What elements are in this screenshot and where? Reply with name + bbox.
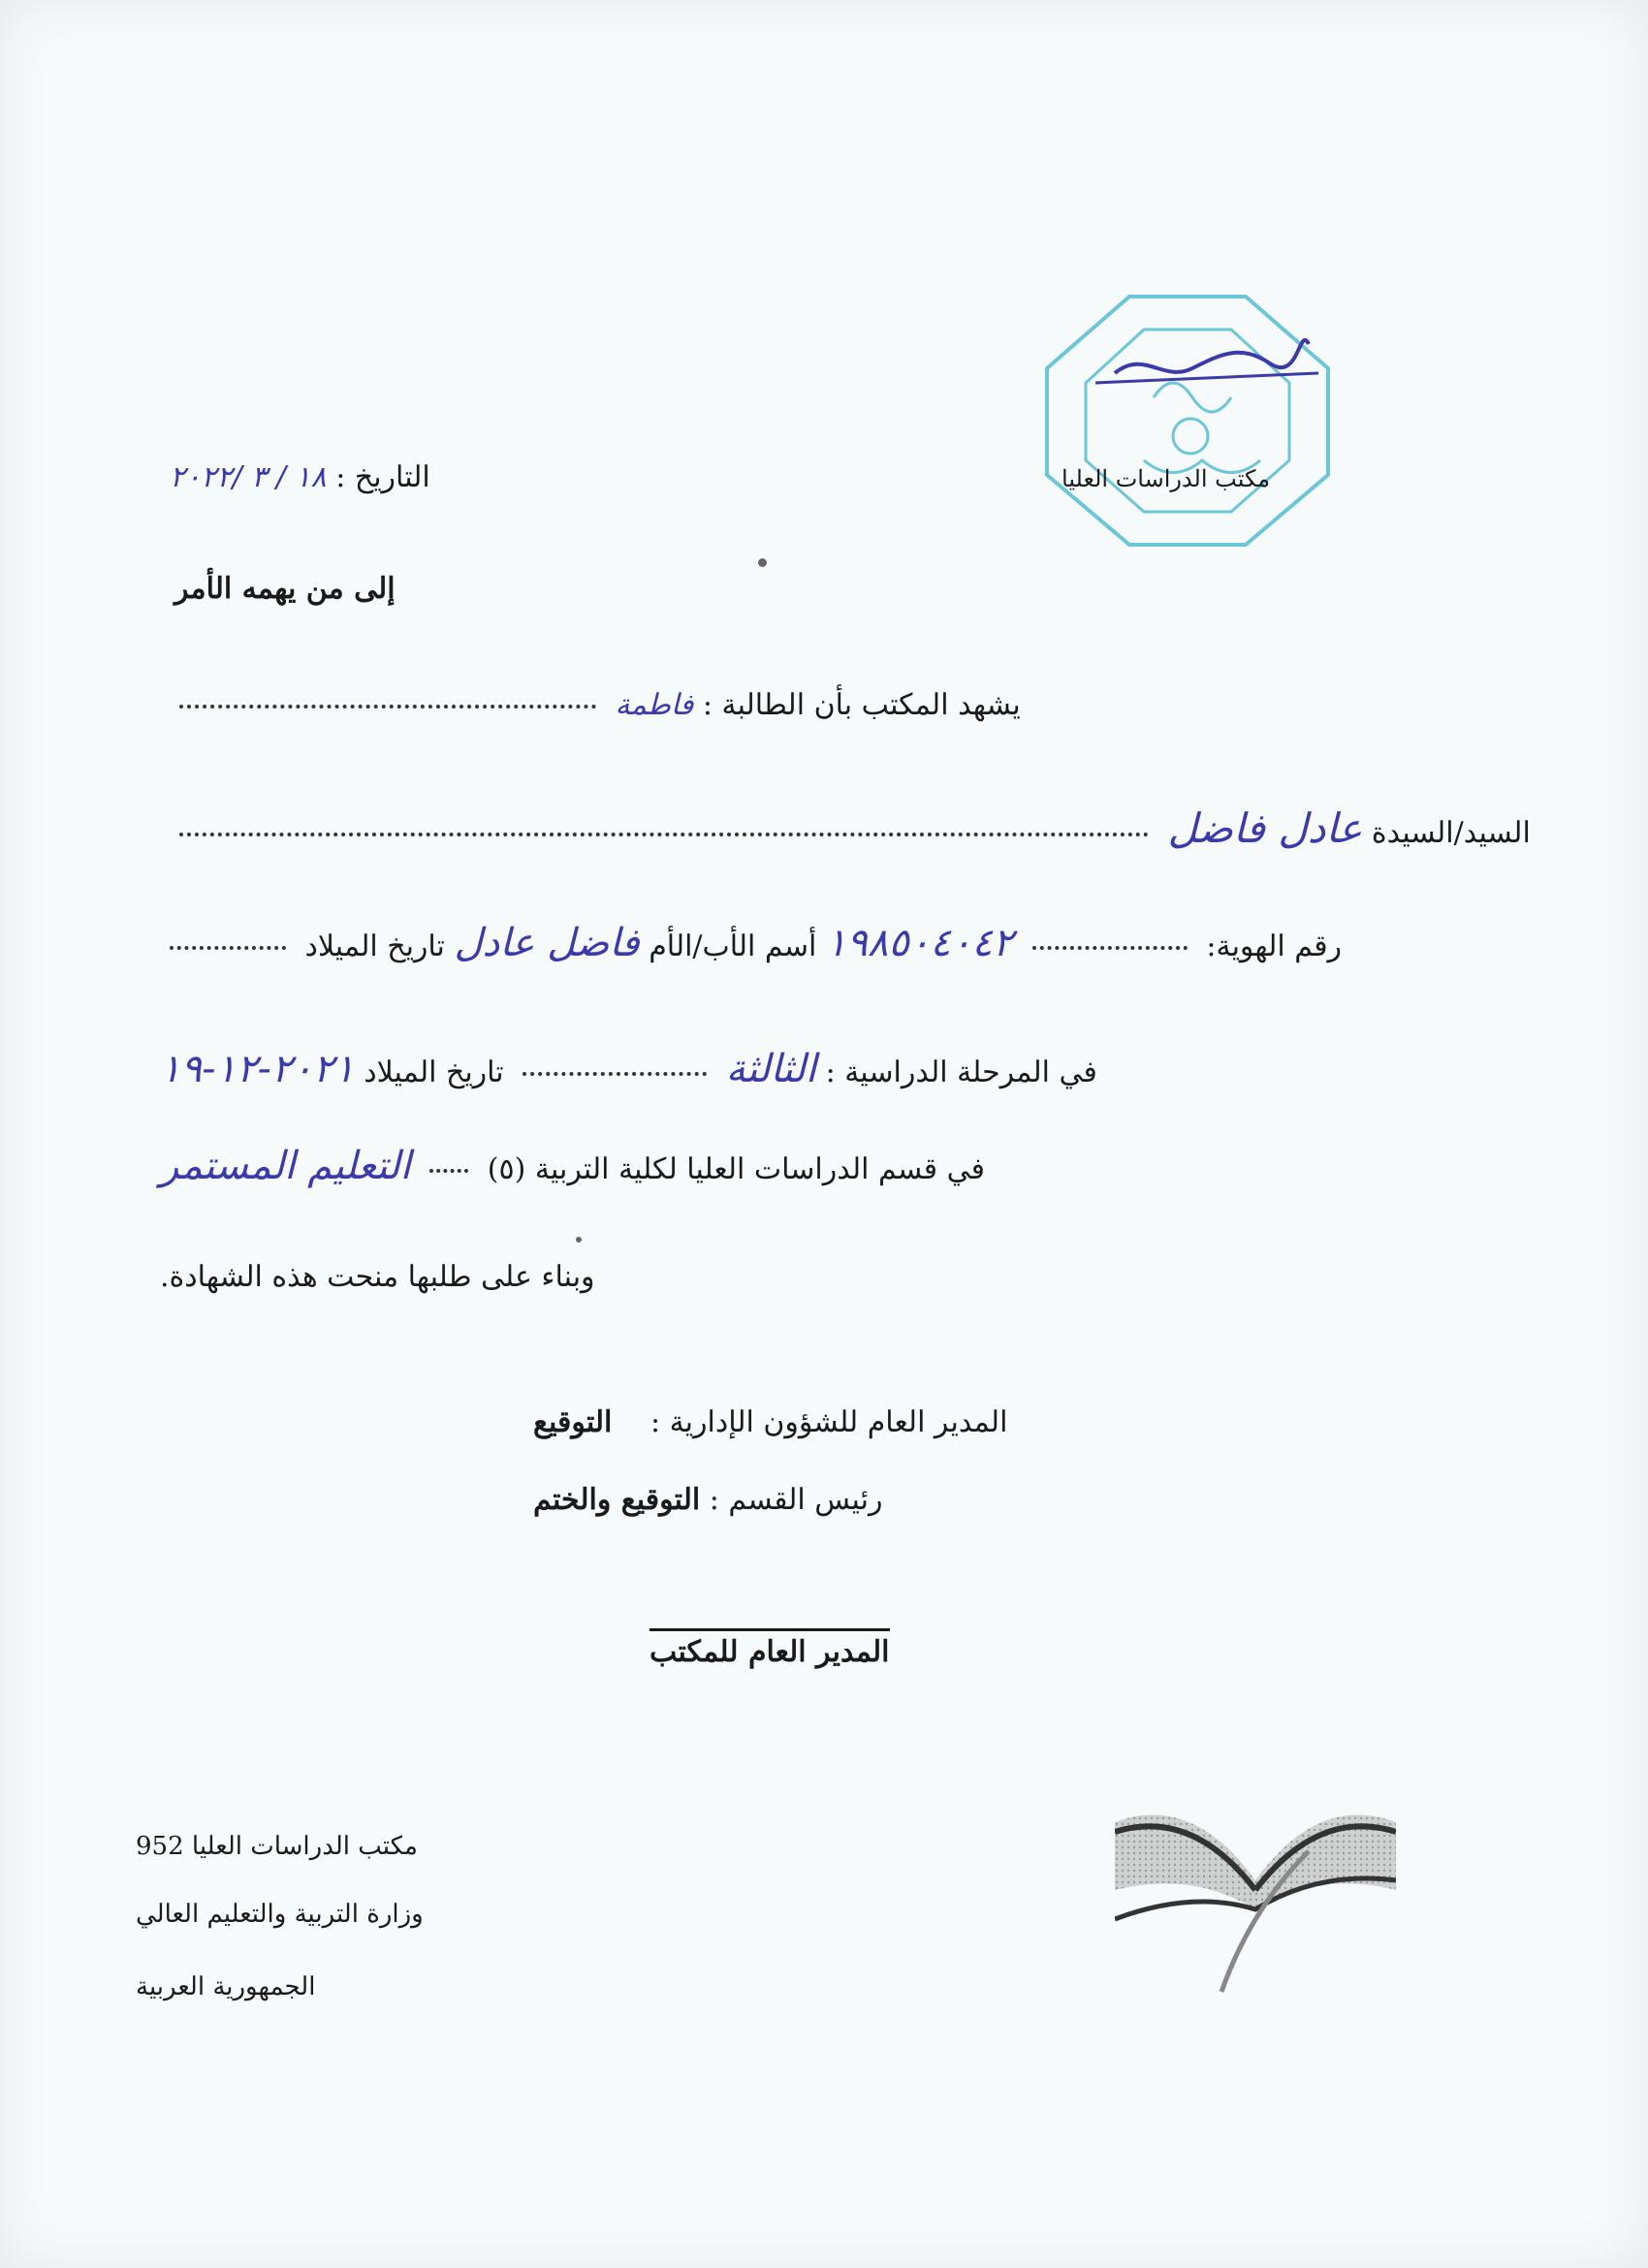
name-value: فاطمة bbox=[615, 688, 694, 722]
surname-value: عادل فاضل bbox=[1167, 804, 1363, 852]
sig1-label: المدير العام للشؤون الإدارية : bbox=[650, 1405, 1008, 1439]
scan-speck bbox=[758, 558, 767, 567]
sig2-value: التوقيع والختم bbox=[533, 1483, 701, 1517]
dotted-line bbox=[179, 833, 1149, 836]
dept-label: في قسم الدراسات العليا لكلية التربية (٥) bbox=[487, 1152, 985, 1186]
subject-line: إلى من يهمه الأمر bbox=[174, 572, 396, 606]
sig2-label: رئيس القسم : bbox=[709, 1483, 883, 1517]
id-line bbox=[160, 921, 1342, 965]
dotted-line bbox=[1032, 946, 1188, 950]
footer-line-1: مكتب الدراسات العليا 952 bbox=[136, 1832, 418, 1861]
signature-1 bbox=[533, 1405, 1007, 1439]
name-label: يشهد المكتب بأن الطالبة : bbox=[702, 688, 1021, 722]
sig1-value: التوقيع bbox=[533, 1405, 613, 1439]
scan-speck bbox=[576, 1237, 582, 1243]
level-label: في المرحلة الدراسية : bbox=[825, 1055, 1097, 1089]
institution-logo bbox=[1115, 1793, 1396, 1997]
date-line bbox=[170, 460, 430, 494]
dept-value: التعليم المستمر bbox=[160, 1144, 411, 1188]
final-signature: المدير العام للمكتب bbox=[650, 1628, 890, 1669]
name-line bbox=[170, 688, 1021, 722]
surname-line bbox=[170, 804, 1531, 852]
id-value: ١٩٨٥٠٤٠٤٢ bbox=[825, 921, 1014, 965]
dept-line bbox=[160, 1144, 985, 1188]
dotted-line bbox=[170, 946, 286, 950]
dotted-line bbox=[523, 1072, 707, 1076]
date-label: التاريخ : bbox=[335, 460, 430, 494]
birth-label-2: تاريخ الميلاد bbox=[364, 1055, 504, 1089]
dotted-line bbox=[429, 1169, 468, 1173]
footer-line-2: وزارة التربية والتعليم العالي bbox=[136, 1900, 424, 1929]
level-value: الثالثة bbox=[725, 1047, 817, 1091]
date-value: ١٨ / ٣ /٢٠٢٢ bbox=[170, 460, 327, 494]
father-label: أسم الأب/الأم bbox=[649, 929, 817, 963]
level-date-value: ٢٠٢١-١٢-١٩ bbox=[160, 1047, 355, 1091]
footer-line-3: الجمهورية العربية bbox=[136, 1972, 316, 2001]
level-line bbox=[160, 1047, 1097, 1091]
birth-label: تاريخ الميلاد bbox=[304, 929, 445, 963]
dotted-line bbox=[179, 705, 596, 709]
request-line: وبناء على طلبها منحت هذه الشهادة. bbox=[160, 1260, 595, 1294]
signature-2 bbox=[533, 1483, 882, 1517]
seal-caption: مكتب الدراسات العليا bbox=[1062, 465, 1271, 492]
surname-label: السيد/السيدة bbox=[1371, 816, 1531, 850]
id-label: رقم الهوية: bbox=[1206, 929, 1343, 963]
father-value: فاضل عادل bbox=[454, 921, 640, 965]
official-seal bbox=[1037, 291, 1338, 552]
